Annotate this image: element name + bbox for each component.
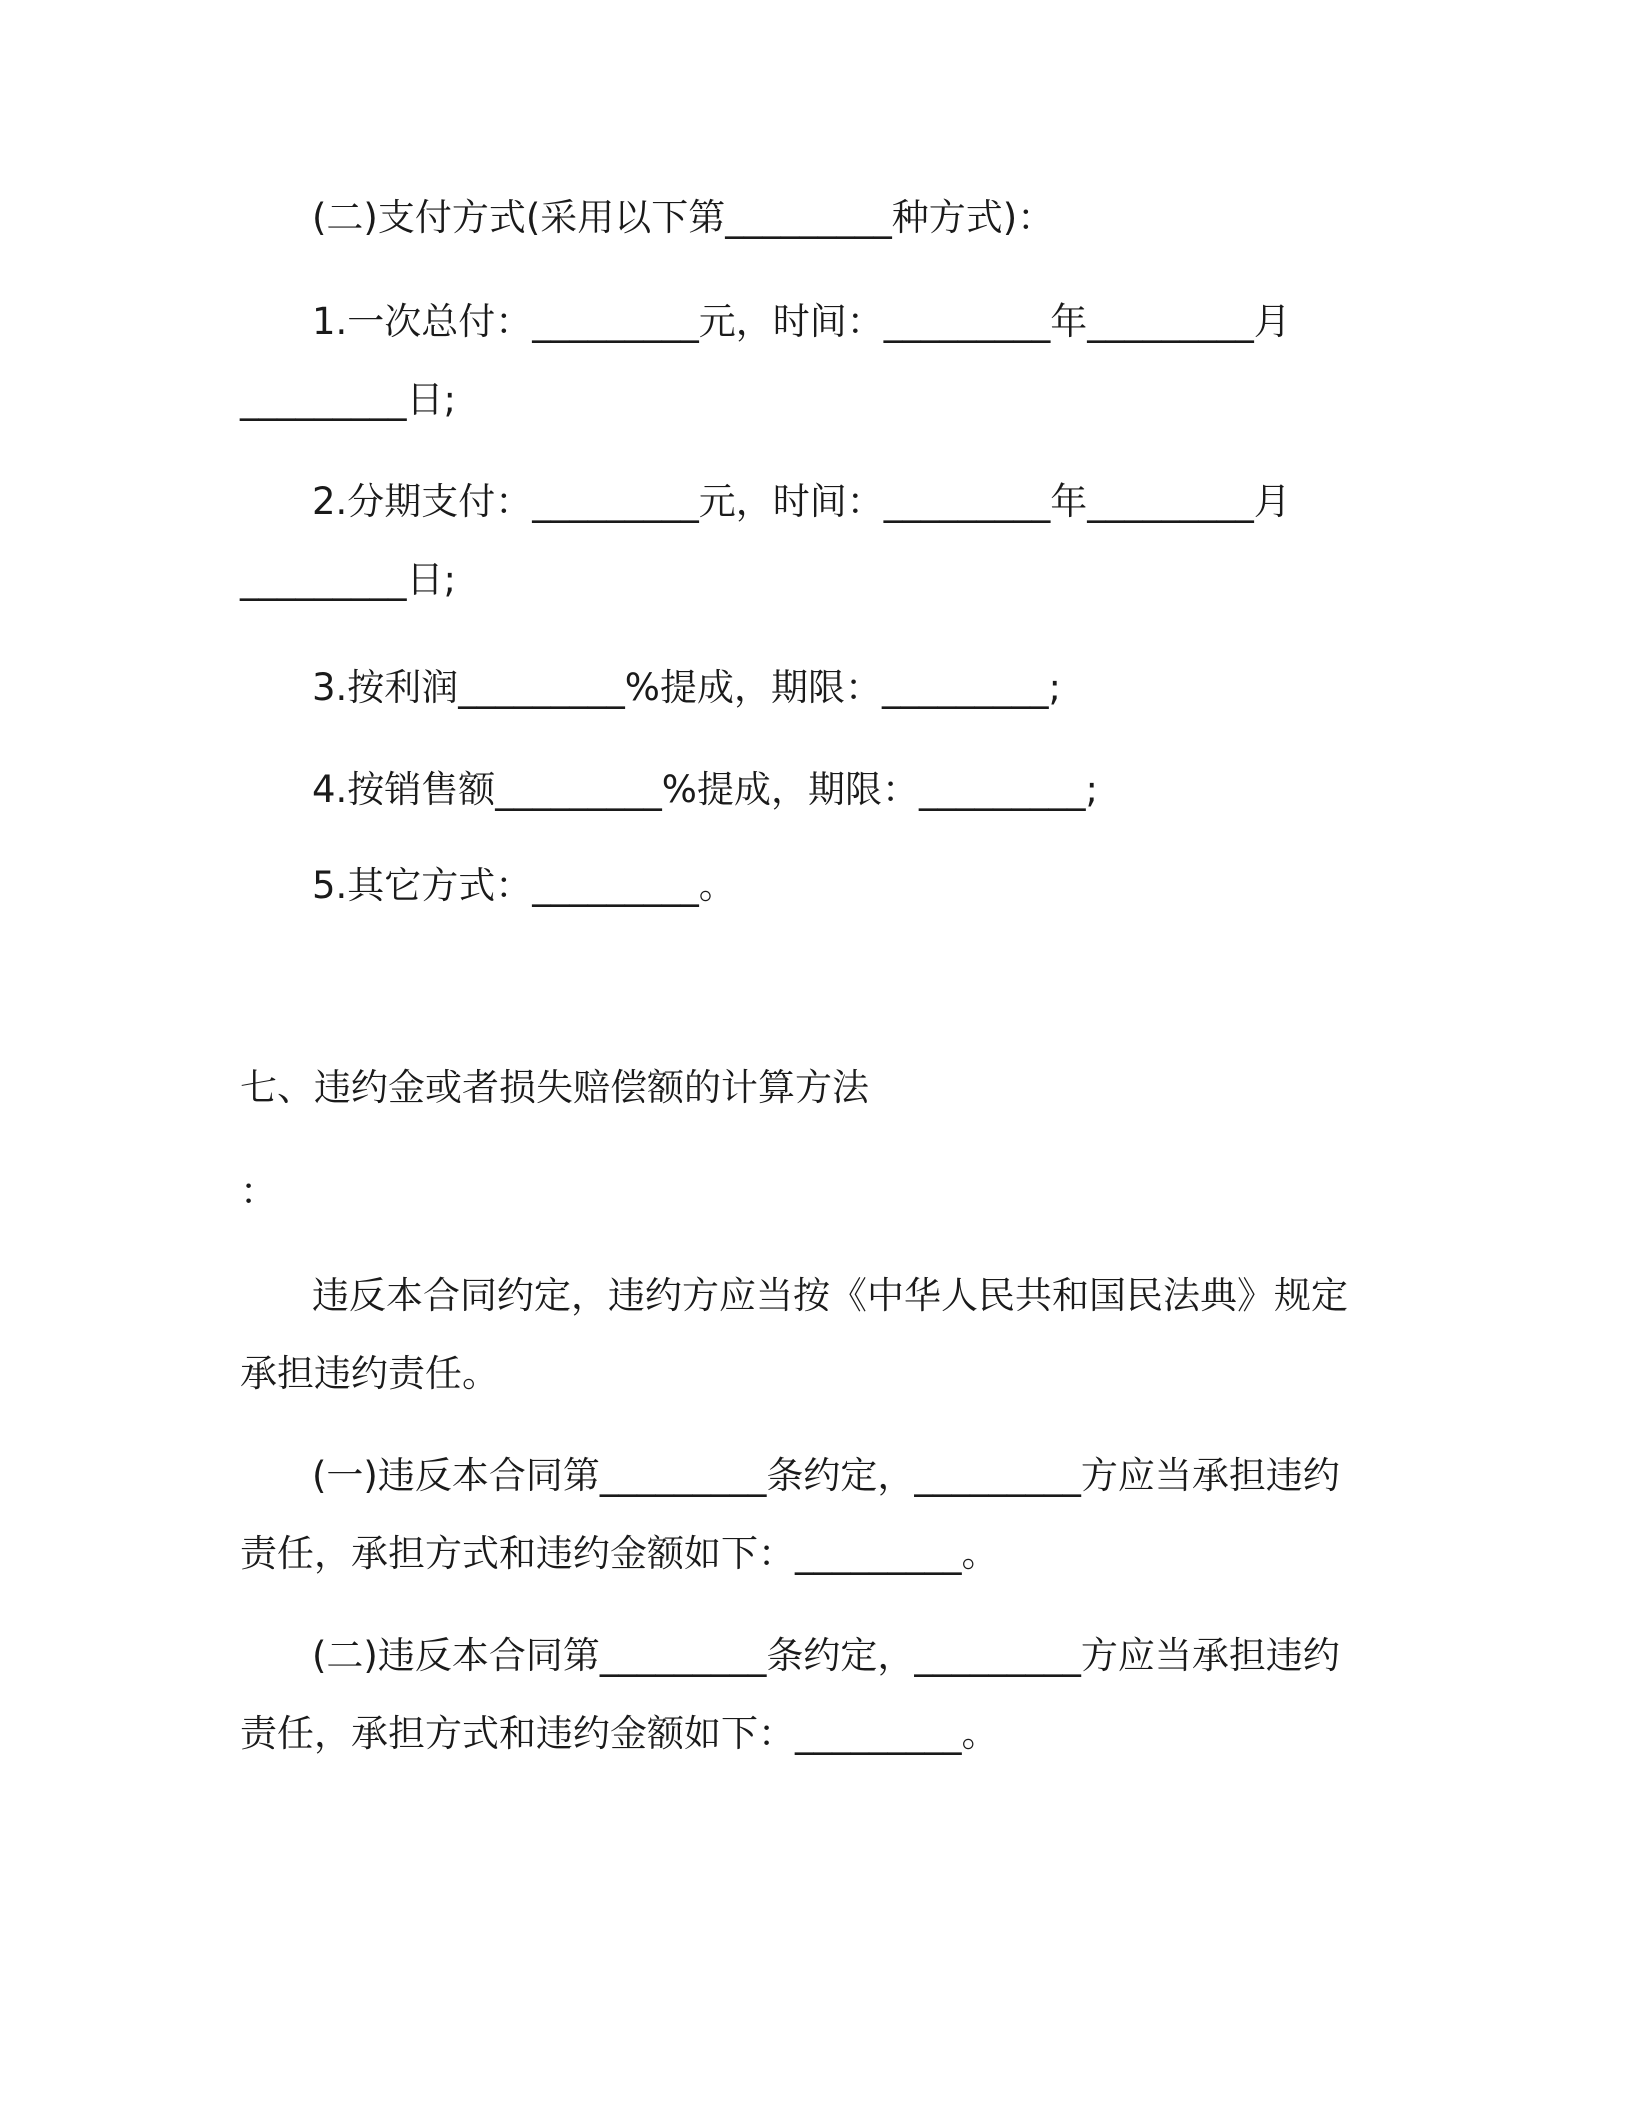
breach-intro: 违反本合同约定，违约方应当按《中华人民共和国民法典》规定 (312, 1274, 1348, 1317)
section-seven-colon: ： (240, 1170, 277, 1213)
breach-clause-two: (二)违反本合同第_________条约定，_________方应当承担违约 (312, 1634, 1340, 1677)
breach-clause-one: (一)违反本合同第_________条约定，_________方应当承担违约 (312, 1454, 1340, 1497)
payment-option-sales-share: 4.按销售额_________%提成，期限：_________; (312, 768, 1098, 811)
payment-option-installment: 2.分期支付：_________元，时间：_________年_________月 (312, 480, 1291, 523)
breach-clause-one-continued: 责任，承担方式和违约金额如下：_________。 (240, 1532, 999, 1575)
section-seven-title: 七、违约金或者损失赔偿额的计算方法 (240, 1066, 869, 1109)
payment-option-lump-sum-date: _________日; (240, 378, 456, 421)
payment-method-heading: (二)支付方式(采用以下第_________种方式)： (312, 196, 1055, 239)
breach-intro-continued: 承担违约责任。 (240, 1352, 499, 1395)
breach-clause-two-continued: 责任，承担方式和违约金额如下：_________。 (240, 1712, 999, 1755)
payment-option-installment-date: _________日; (240, 558, 456, 601)
payment-option-lump-sum: 1.一次总付：_________元，时间：_________年_________月 (312, 300, 1291, 343)
payment-option-other: 5.其它方式：_________。 (312, 864, 736, 907)
payment-option-profit-share: 3.按利润_________%提成，期限：_________; (312, 666, 1061, 709)
